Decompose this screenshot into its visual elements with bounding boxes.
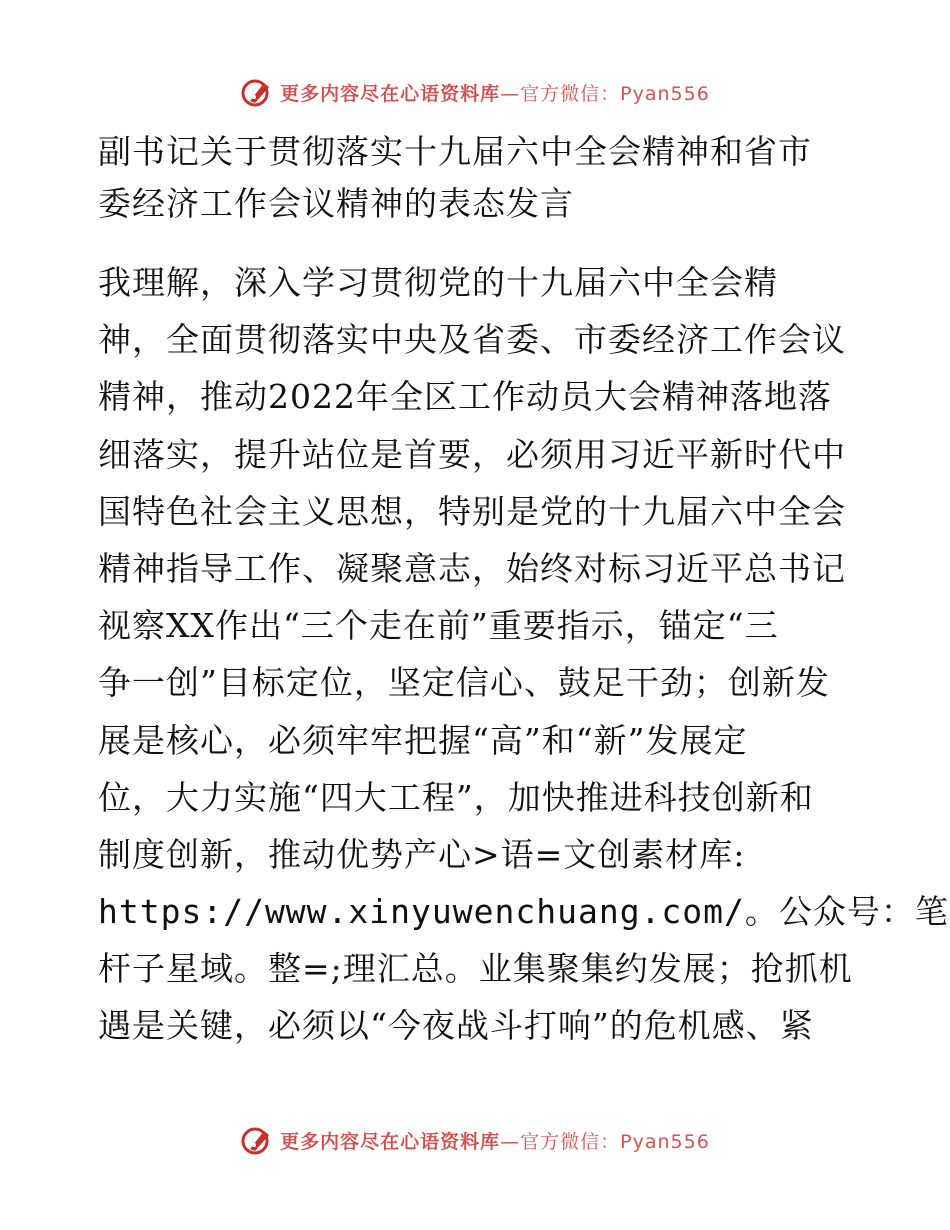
title-line-2: 委经济工作会议精神的表态发言 — [98, 184, 574, 223]
body-line: 神，全面贯彻落实中央及省委、市委经济工作会议 — [98, 320, 846, 360]
pen-nib-logo-icon — [240, 75, 274, 109]
banner-wechat-text: 官方微信：Pyan556 — [520, 82, 710, 105]
document-body — [98, 254, 949, 1055]
title-line-1: 副书记关于贯彻落实十九届六中全会精神和省市 — [98, 132, 812, 171]
banner-text — [280, 1127, 710, 1154]
body-line: 国特色社会主义思想，特别是党的十九届六中全会 — [98, 491, 846, 531]
banner-main-text: 更多内容尽在心语资料库 — [280, 82, 501, 105]
body-line: 精神，推动2022年全区工作动员大会精神落地落 — [98, 377, 832, 417]
banner-wechat-text: 官方微信：Pyan556 — [520, 1130, 710, 1153]
body-line: 争一创”目标定位，坚定信心、鼓足干劲；创新发 — [98, 663, 830, 703]
body-line: 位，大力实施“四大工程”，加快推进科技创新和 — [98, 777, 814, 817]
body-line: 遇是关键，必须以“今夜战斗打响”的危机感、紧 — [98, 1006, 814, 1046]
body-line: 我理解，深入学习贯彻党的十九届六中全会精 — [98, 263, 778, 302]
banner-dash: — — [500, 82, 521, 105]
footer-watermark-banner — [0, 1120, 950, 1160]
body-line: 精神指导工作、凝聚意志，始终对标习近平总书记 — [98, 548, 846, 588]
body-line: 细落实，提升站位是首要，必须用习近平新时代中 — [98, 434, 846, 474]
body-line: 展是核心，必须牢牢把握“高”和“新”发展定 — [98, 720, 748, 760]
banner-text — [280, 79, 710, 106]
document-title — [98, 126, 858, 230]
body-line: 杆子星域。整=;理汇总。业集聚集约发展；抢抓机 — [98, 949, 853, 989]
pen-nib-logo-icon — [240, 1123, 274, 1157]
body-line-url: https://www.xinyuwenchuang.com/。公众号：笔 — [98, 892, 949, 932]
header-watermark-banner — [0, 72, 950, 112]
banner-main-text: 更多内容尽在心语资料库 — [280, 1130, 501, 1153]
body-line: 制度创新，推动优势产心>语=文创素材库: — [98, 834, 746, 874]
banner-dash: — — [500, 1130, 521, 1153]
body-line: 视察XX作出“三个走在前”重要指示，锚定“三 — [98, 606, 779, 646]
